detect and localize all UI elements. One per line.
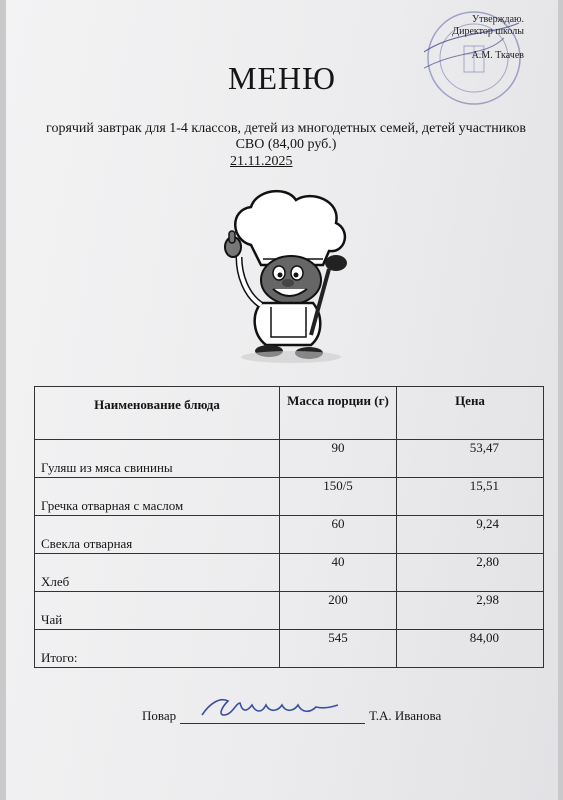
approval-line-1: Утверждаю. [472,14,524,25]
cook-label: Повар [142,708,177,723]
document-page [6,0,558,800]
approval-block [404,14,524,62]
dish-name: Хлеб [35,554,280,592]
dish-price: 2,98 [397,592,544,630]
table-row [35,554,544,592]
dish-price: 2,80 [397,554,544,592]
approval-line-3: А.М. Ткачев [471,50,524,61]
table-header-row [35,387,544,440]
dish-price: 9,24 [397,516,544,554]
table-row [35,478,544,516]
cook-signature-row [142,708,441,724]
dish-name: Гуляш из мяса свинины [35,440,280,478]
chef-illustration [211,185,361,365]
dish-mass: 150/5 [280,478,397,516]
column-header-mass: Масса порции (г) [280,387,397,440]
total-price: 84,00 [397,630,544,668]
column-header-price: Цена [397,387,544,440]
approval-line-2: Директор школы [452,26,524,37]
signature-line [180,709,365,724]
menu-subtitle: горячий завтрак для 1-4 классов, детей из многодетных семей, детей участников СВО (84,00 руб.) [46,121,526,152]
dish-mass: 200 [280,592,397,630]
dish-name: Гречка отварная с маслом [35,478,280,516]
handwritten-signature [200,693,340,723]
dish-name: Свекла отварная [35,516,280,554]
total-mass: 545 [280,630,397,668]
total-label: Итого: [35,630,280,668]
table-row [35,592,544,630]
table-row [35,440,544,478]
cook-name: Т.А. Иванова [369,708,442,723]
dish-mass: 90 [280,440,397,478]
dish-price: 53,47 [397,440,544,478]
dish-name: Чай [35,592,280,630]
dish-mass: 40 [280,554,397,592]
menu-date: 21.11.2025 [230,154,293,169]
menu-table [34,386,544,668]
page-title: МЕНЮ [228,60,336,96]
dish-mass: 60 [280,516,397,554]
table-row-total [35,630,544,668]
table-row [35,516,544,554]
dish-price: 15,51 [397,478,544,516]
column-header-name: Наименование блюда [35,387,280,440]
